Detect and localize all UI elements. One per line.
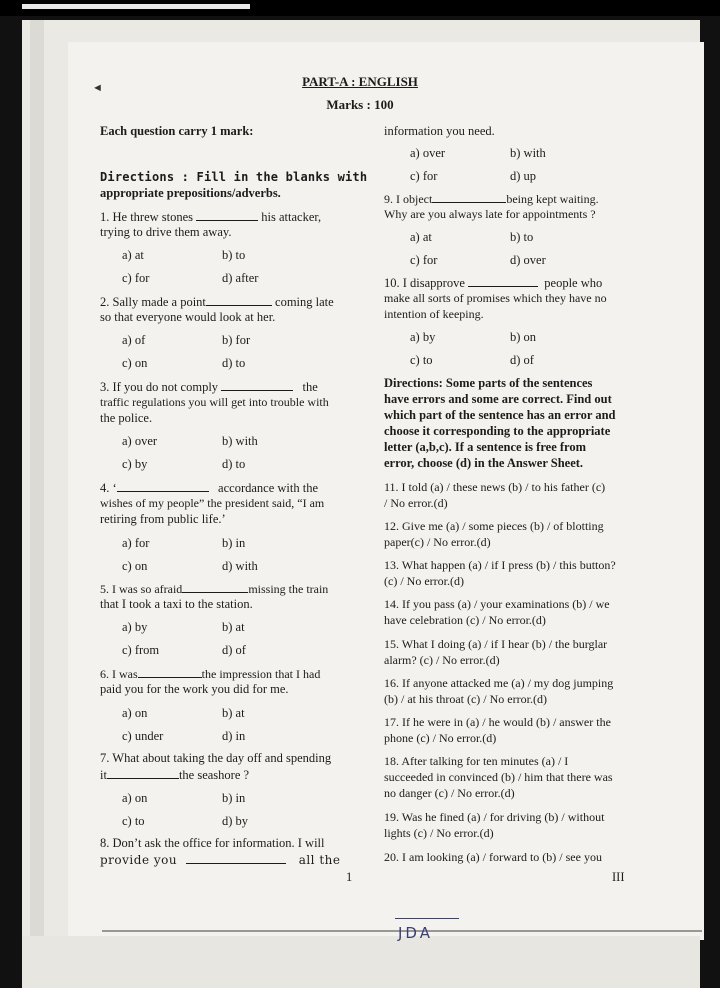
question-16-cont: (b) / at his throat (c) / No error.(d)	[384, 692, 547, 706]
question-7: 7. What about taking the day off and spending	[100, 751, 332, 765]
question-10: 10. I disapprove people who	[384, 276, 603, 290]
question-18-cont: succeeded in convinced (b) / him that there was	[384, 770, 613, 784]
question-18-cont-2: no danger (c) / No error.(d)	[384, 786, 515, 800]
question-12-cont: paper(c) / No error.(d)	[384, 535, 491, 549]
q8-option-b: b) with	[510, 146, 546, 160]
directions-2-line-6: error, choose (d) in the Answer Sheet.	[384, 456, 584, 470]
question-19: 19. Was he fined (a) / for driving (b) / without	[384, 810, 605, 824]
q7-option-d: d) by	[222, 814, 249, 828]
question-8-cont: provide you all the	[100, 853, 341, 867]
question-15-cont: alarm? (c) / No error.(d)	[384, 653, 500, 667]
question-14: 14. If you pass (a) / your examinations (b) / we	[384, 597, 610, 611]
q9-option-c: c) for	[410, 253, 438, 267]
q1-option-b: b) to	[222, 248, 246, 262]
q2-option-a: a) of	[122, 333, 146, 347]
q7-option-c: c) to	[122, 814, 145, 828]
question-14-cont: have celebration (c) / No error.(d)	[384, 613, 546, 627]
q5-option-b: b) at	[222, 620, 245, 634]
question-20: 20. I am looking (a) / forward to (b) / see you	[384, 850, 602, 864]
q8-option-d: d) up	[510, 169, 537, 183]
q3-option-b: b) with	[222, 434, 258, 448]
question-13-cont: (c) / No error.(d)	[384, 574, 464, 588]
question-6-cont: paid you for the work you did for me.	[100, 682, 289, 696]
directions-1-line-1: Directions : Fill in the blanks with	[100, 170, 368, 184]
directions-2-line-3: which part of the sentence has an error and	[384, 408, 616, 422]
question-2: 2. Sally made a point coming late	[100, 295, 334, 309]
question-3: 3. If you do not comply the	[100, 380, 318, 394]
question-18: 18. After talking for ten minutes (a) / I	[384, 754, 569, 768]
question-15: 15. What I doing (a) / if I hear (b) / the burglar	[384, 637, 608, 651]
q10-option-b: b) on	[510, 330, 537, 344]
q7-option-a: a) on	[122, 791, 148, 805]
q4-option-a: a) for	[122, 536, 150, 550]
q1-option-a: a) at	[122, 248, 144, 262]
question-1-cont: trying to drive them away.	[100, 225, 232, 239]
q4-option-c: c) on	[122, 559, 148, 573]
q9-option-d: d) over	[510, 253, 546, 267]
page-number: 1	[346, 870, 353, 884]
roman-numeral: III	[612, 870, 625, 884]
directions-1-line-2: appropriate prepositions/adverbs.	[100, 186, 281, 200]
q6-option-a: a) on	[122, 706, 148, 720]
question-17-cont: phone (c) / No error.(d)	[384, 731, 497, 745]
question-5-cont: that I took a taxi to the station.	[100, 597, 253, 611]
q3-option-a: a) over	[122, 434, 158, 448]
question-4: 4. ‘ accordance with the	[100, 481, 318, 495]
q8-option-c: c) for	[410, 169, 438, 183]
marks-label: Marks : 100	[326, 97, 394, 112]
question-5: 5. I was so afraid missing the train	[100, 582, 329, 596]
top-highlight-bar	[22, 4, 250, 9]
handwritten-initials: JDA	[398, 924, 433, 942]
q6-option-c: c) under	[122, 729, 164, 743]
question-8-end: information you need.	[384, 124, 495, 138]
question-10-cont: make all sorts of promises which they have no	[384, 291, 607, 305]
q7-option-b: b) in	[222, 791, 246, 805]
question-9-cont: Why are you always late for appointments ?	[384, 207, 596, 221]
directions-2-line-2: have errors and some are correct. Find out	[384, 392, 612, 406]
q5-option-c: c) from	[122, 643, 160, 657]
q10-option-a: a) by	[410, 330, 436, 344]
directions-2-line-1: Directions: Some parts of the sentences	[384, 376, 593, 390]
under-page	[22, 936, 700, 988]
q4-option-d: d) with	[222, 559, 258, 573]
question-6: 6. I was the impression that I had	[100, 667, 321, 681]
question-11-cont: / No error.(d)	[384, 496, 448, 510]
question-3-cont: traffic regulations you will get into trouble with	[100, 395, 329, 409]
question-7-cont: it the seashore ?	[100, 768, 250, 782]
q8-option-a: a) over	[410, 146, 446, 160]
q3-option-d: d) to	[222, 457, 246, 471]
q2-option-b: b) for	[222, 333, 251, 347]
q1-option-d: d) after	[222, 271, 259, 285]
q10-option-d: d) of	[510, 353, 534, 367]
margin-tick-mark: ◄	[92, 82, 103, 94]
q5-option-d: d) of	[222, 643, 246, 657]
question-16: 16. If anyone attacked me (a) / my dog jumping	[384, 676, 614, 690]
question-3-cont-2: the police.	[100, 411, 153, 425]
binding-gutter	[30, 20, 44, 988]
question-9: 9. I object being kept waiting.	[384, 192, 599, 206]
q5-option-a: a) by	[122, 620, 148, 634]
question-19-cont: lights (c) / No error.(d)	[384, 826, 494, 840]
question-4-cont-2: retiring from public life.’	[100, 512, 226, 526]
question-4-cont: wishes of my people” the president said, “I am	[100, 496, 325, 510]
q2-option-c: c) on	[122, 356, 148, 370]
question-8: 8. Don’t ask the office for information. I will	[100, 836, 325, 850]
q9-option-a: a) at	[410, 230, 432, 244]
q6-option-d: d) in	[222, 729, 246, 743]
instruction-text: Each question carry 1 mark:	[100, 124, 254, 138]
directions-2-line-5: letter (a,b,c). If a sentence is free from	[384, 440, 587, 454]
question-12: 12. Give me (a) / some pieces (b) / of blotting	[384, 519, 604, 533]
question-10-cont-2: intention of keeping.	[384, 307, 484, 321]
question-1: 1. He threw stones his attacker,	[100, 210, 322, 224]
page-title: PART-A : ENGLISH	[302, 74, 418, 89]
top-status-bar	[0, 0, 720, 16]
q9-option-b: b) to	[510, 230, 534, 244]
q3-option-c: c) by	[122, 457, 148, 471]
directions-2-line-4: choose it corresponding to the appropriate	[384, 424, 611, 438]
q1-option-c: c) for	[122, 271, 150, 285]
question-13: 13. What happen (a) / if I press (b) / this button?	[384, 558, 616, 572]
q6-option-b: b) at	[222, 706, 245, 720]
question-11: 11. I told (a) / these news (b) / to his father (c)	[384, 480, 606, 494]
q10-option-c: c) to	[410, 353, 433, 367]
signature-underline	[395, 918, 459, 919]
q4-option-b: b) in	[222, 536, 246, 550]
question-17: 17. If he were in (a) / he would (b) / answer the	[384, 715, 611, 729]
question-2-cont: so that everyone would look at her.	[100, 310, 276, 324]
q2-option-d: d) to	[222, 356, 246, 370]
